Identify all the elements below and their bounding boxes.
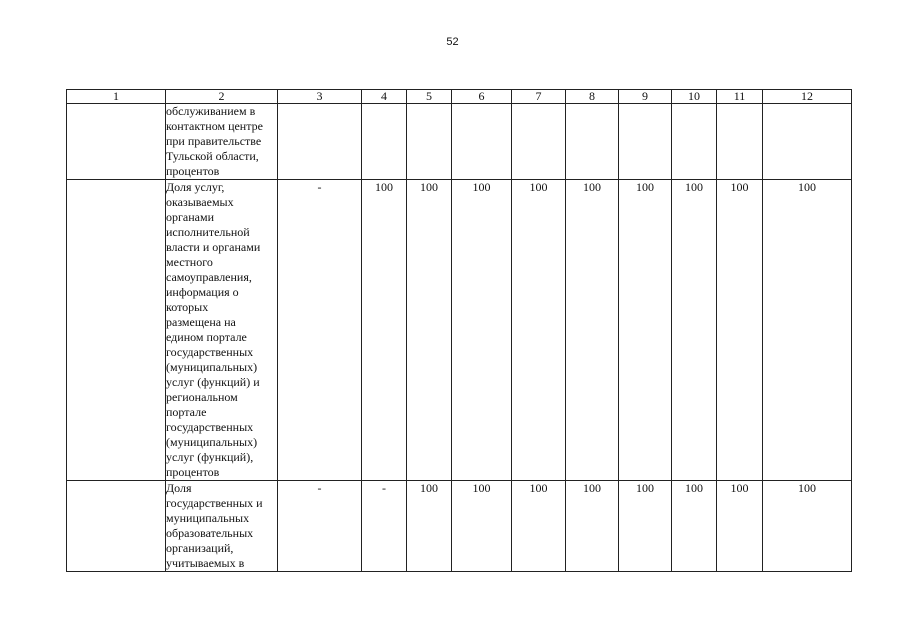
header-col-10: 10 <box>672 90 717 104</box>
value-cell-col-4: - <box>362 481 407 572</box>
value-cell-col-6: 100 <box>452 481 512 572</box>
table-row <box>67 180 852 481</box>
value-cell-col-8: 100 <box>566 180 619 481</box>
header-col-1: 1 <box>67 90 166 104</box>
indicator-name-cell: Доля государственных и муниципальных образовательных организаций, учитываемых в <box>166 481 278 572</box>
header-col-12: 12 <box>763 90 852 104</box>
value-cell-col-10: 100 <box>672 481 717 572</box>
header-col-8: 8 <box>566 90 619 104</box>
value-cell-col-5 <box>407 104 452 180</box>
value-cell-col-11 <box>717 104 763 180</box>
table-row <box>67 481 852 572</box>
indicator-name-cell: обслуживанием в контактном центре при правительстве Тульской области, процентов <box>166 104 278 180</box>
header-col-6: 6 <box>452 90 512 104</box>
value-cell-col-3 <box>278 104 362 180</box>
value-cell-col-11: 100 <box>717 180 763 481</box>
header-col-11: 11 <box>717 90 763 104</box>
value-cell-col-10 <box>672 104 717 180</box>
value-cell-col-5: 100 <box>407 481 452 572</box>
value-cell-col-3: - <box>278 180 362 481</box>
value-cell-col-6: 100 <box>452 180 512 481</box>
header-col-7: 7 <box>512 90 566 104</box>
value-cell-col-12: 100 <box>763 481 852 572</box>
value-cell-col-4 <box>362 104 407 180</box>
value-cell-col-10: 100 <box>672 180 717 481</box>
row-number-cell <box>67 481 166 572</box>
value-cell-col-7 <box>512 104 566 180</box>
header-col-5: 5 <box>407 90 452 104</box>
indicators-table <box>66 89 852 572</box>
value-cell-col-7: 100 <box>512 180 566 481</box>
row-number-cell <box>67 180 166 481</box>
row-number-cell <box>67 104 166 180</box>
indicator-name-cell: Доля услуг, оказываемых органами исполнительной власти и органами местного самоуправления, информация о которых размещена на едином портале государственных (муниципальных) услуг (функций) и региональном портале государственных (муниципальных) услуг (функций), процентов <box>166 180 278 481</box>
value-cell-col-5: 100 <box>407 180 452 481</box>
header-col-3: 3 <box>278 90 362 104</box>
value-cell-col-12 <box>763 104 852 180</box>
value-cell-col-7: 100 <box>512 481 566 572</box>
value-cell-col-4: 100 <box>362 180 407 481</box>
header-col-9: 9 <box>619 90 672 104</box>
header-col-4: 4 <box>362 90 407 104</box>
value-cell-col-9 <box>619 104 672 180</box>
value-cell-col-8: 100 <box>566 481 619 572</box>
value-cell-col-6 <box>452 104 512 180</box>
header-col-2: 2 <box>166 90 278 104</box>
value-cell-col-9: 100 <box>619 180 672 481</box>
value-cell-col-3: - <box>278 481 362 572</box>
value-cell-col-9: 100 <box>619 481 672 572</box>
page-number: 52 <box>446 36 459 48</box>
value-cell-col-12: 100 <box>763 180 852 481</box>
value-cell-col-11: 100 <box>717 481 763 572</box>
header-row <box>67 90 852 104</box>
table-row <box>67 104 852 180</box>
value-cell-col-8 <box>566 104 619 180</box>
